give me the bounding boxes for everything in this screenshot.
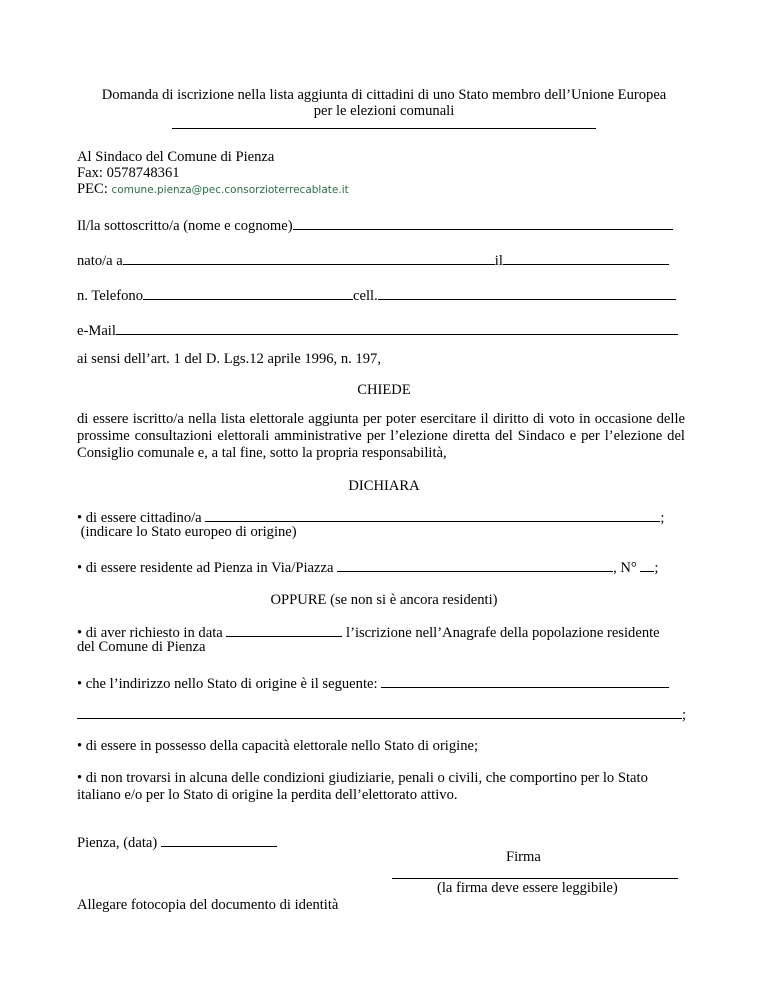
name-label: Il/la sottoscritto/a (nome e cognome): [77, 218, 293, 234]
form-title-line-1: Domanda di iscrizione nella lista aggiunta di cittadini di uno Stato membro dell’Unione Europea: [101, 87, 667, 103]
chiede-heading: CHIEDE: [357, 382, 411, 398]
email-input-line[interactable]: [116, 321, 678, 335]
cell-input-line[interactable]: [378, 286, 676, 300]
citizen-label: • di essere cittadino/a: [77, 510, 206, 526]
resident-end: ;: [654, 560, 659, 576]
requested-text-2: del Comune di Pienza: [77, 639, 206, 655]
title-separator: [172, 128, 596, 129]
signature-note: (la firma deve essere leggibile): [437, 880, 618, 896]
pec-label: PEC:: [77, 181, 112, 197]
citizen-input-line[interactable]: [205, 508, 660, 522]
name-field-row: [77, 216, 673, 235]
capacity-declaration: • di essere in possesso della capacità elettorale nello Stato di origine;: [77, 738, 479, 754]
phone-input-line[interactable]: [143, 286, 353, 300]
place-date-row: [77, 833, 277, 852]
date-input-line[interactable]: [161, 833, 277, 847]
recipient-fax: Fax: 0578748361: [77, 165, 180, 181]
resident-number-label: , N°: [613, 560, 641, 576]
attachment-note: Allegare fotocopia del documento di identità: [77, 897, 339, 913]
address-input-line-1[interactable]: [381, 674, 669, 688]
pec-email-link[interactable]: comune.pienza@pec.consorzioterrecablate.it: [111, 184, 349, 196]
signature-label: Firma: [506, 849, 541, 865]
email-label: e-Mail: [77, 323, 116, 339]
name-input-line[interactable]: [293, 216, 673, 230]
requested-text: l’iscrizione nell’Anagrafe della popolazione residente: [342, 625, 660, 641]
dichiara-heading: DICHIARA: [348, 478, 420, 494]
address-input-line-2[interactable]: [77, 705, 682, 719]
cell-label: cell.: [353, 288, 378, 304]
conditions-declaration: • di non trovarsi in alcuna delle condizioni giudiziarie, penali o civili, che comportino per lo Stato italiano e/o per lo Stato di origine la perdita dell’elettorato attivo.: [77, 770, 648, 803]
address-end: ;: [682, 707, 687, 723]
birthplace-label: nato/a a: [77, 253, 123, 269]
requested-label: • di aver richiesto in data: [77, 625, 227, 641]
address-row: [77, 674, 669, 693]
birthplace-input-line[interactable]: [123, 251, 495, 265]
resident-number-input-line[interactable]: [640, 558, 654, 572]
legal-reference: ai sensi dell’art. 1 del D. Lgs.12 aprile 1996, n. 197,: [77, 351, 381, 367]
address-label: • che l’indirizzo nello Stato di origine è il seguente:: [77, 676, 382, 692]
resident-row: [77, 558, 658, 577]
signature-input-line[interactable]: [392, 878, 678, 879]
phone-label: n. Telefono: [77, 288, 143, 304]
place-date-label: Pienza, (data): [77, 835, 161, 851]
oppure-heading: OPPURE (se non si è ancora residenti): [270, 592, 498, 608]
requested-date-input-line[interactable]: [226, 623, 342, 637]
address-row-2: [77, 705, 686, 724]
phone-field-row: [77, 286, 676, 305]
email-field-row: [77, 321, 678, 340]
recipient-mayor: Al Sindaco del Comune di Pienza: [77, 149, 275, 165]
recipient-pec: [77, 181, 349, 199]
form-title-line-2: per le elezioni comunali: [313, 103, 455, 119]
resident-street-input-line[interactable]: [337, 558, 613, 572]
citizen-hint: (indicare lo Stato europeo di origine): [77, 524, 297, 540]
chiede-paragraph: di essere iscritto/a nella lista elettorale aggiunta per poter esercitare il diritto di voto in occasione delle prossime consultazioni elettorali amministrative per l’elezione diretta del Sindaco e per l’elezione del Consiglio comunale e, a tal fine, sotto la propria responsabilità,: [77, 411, 685, 461]
birthdate-label: il: [494, 253, 503, 269]
birthdate-input-line[interactable]: [503, 251, 669, 265]
birth-field-row: [77, 251, 669, 270]
resident-label: • di essere residente ad Pienza in Via/Piazza: [77, 560, 338, 576]
citizen-end: ;: [660, 510, 665, 526]
